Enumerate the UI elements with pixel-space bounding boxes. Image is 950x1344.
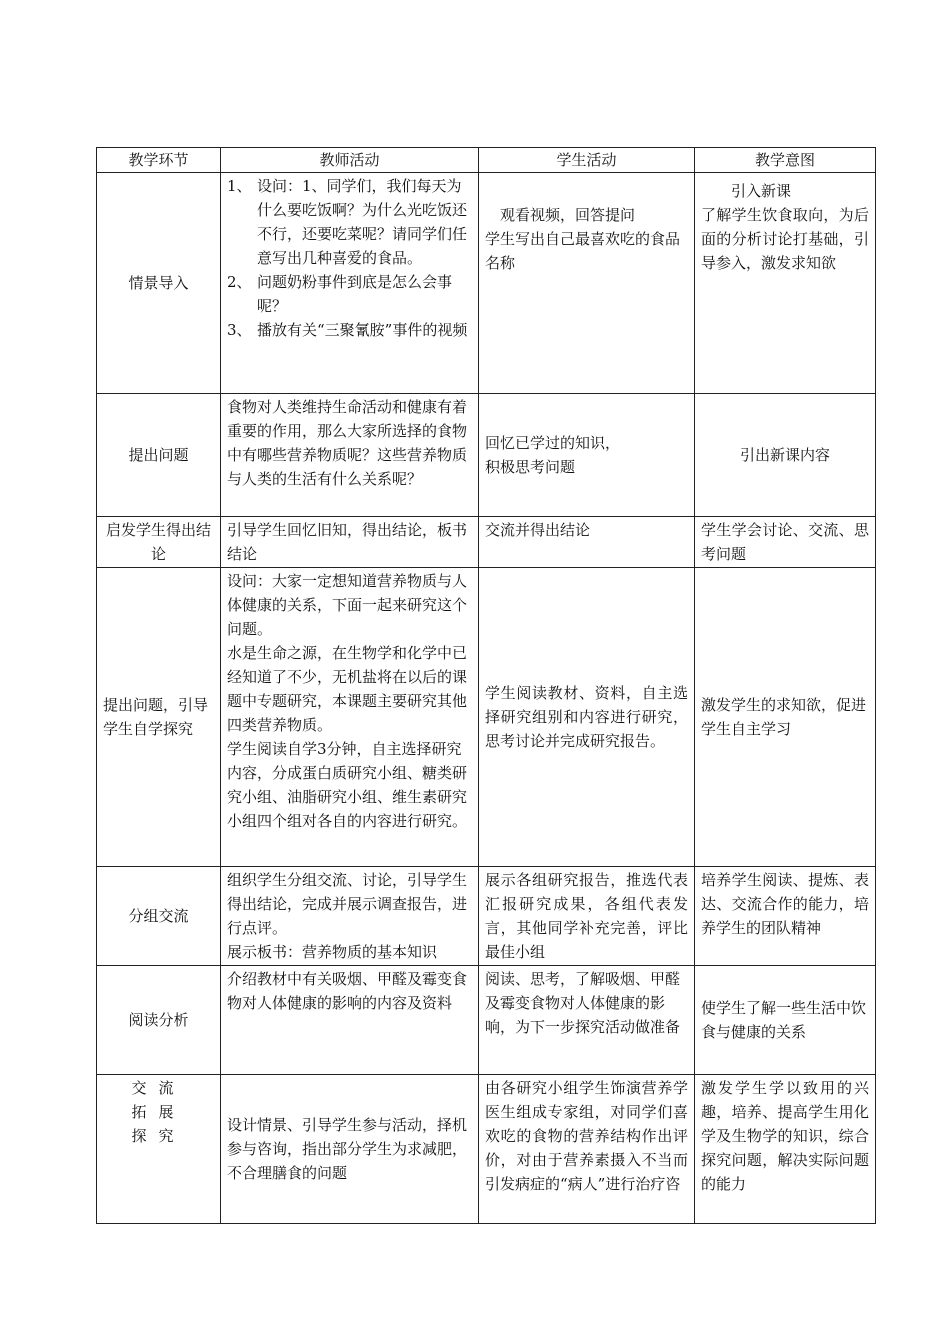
student-text: 积极思考问题 [485, 458, 576, 476]
lesson-plan-table [96, 147, 876, 1224]
intent-cell: 引出新课内容 [695, 394, 876, 517]
student-cell: 阅读、思考，了解吸烟、甲醛及霉变食物对人体健康的影响，为下一步探究活动做准备 [479, 966, 695, 1075]
item-text: 问题奶粉事件到底是怎么会事呢？ [257, 273, 453, 315]
teacher-text: 水是生命之源，在生物学和化学中已经知道了不少，无机盐将在以后的课题中专题研究，本课题主要研究其他四类营养物质。 [227, 644, 468, 734]
teacher-cell [221, 867, 479, 966]
table-row [97, 517, 876, 568]
intent-cell: 激发学生学以致用的兴趣，培养、提高学生用化学及生物学的知识，综合探究问题，解决实际问题的能力 [695, 1075, 876, 1224]
teacher-text: 组织学生分组交流、讨论，引导学生得出结论，完成并展示调查报告，进行点评。 [227, 871, 468, 937]
header-intent: 教学意图 [695, 148, 876, 173]
student-cell: 由各研究小组学生饰演营养学医生组成专家组，对同学们喜欢吃的食物的营养结构作出评价，对由于营养素摄入不当而引发病症的“病人”进行治疗咨 [479, 1075, 695, 1224]
item-text: 设问：1、同学们，我们每天为什么要吃饭啊？为什么光吃饭还不行，还要吃菜呢？请同学们任意写出几种喜爱的食品。 [257, 177, 468, 267]
list-item [227, 318, 472, 342]
student-text: 回忆已学过的知识， [485, 434, 621, 452]
stage-cell [97, 1075, 221, 1224]
student-cell [479, 394, 695, 517]
student-text: 观看视频，回答提问 [500, 206, 636, 224]
stage-cell: 提出问题，引导学生自学探究 [97, 568, 221, 867]
stage-cell: 启发学生得出结论 [97, 517, 221, 568]
table-row [97, 394, 876, 517]
teacher-text: 展示板书：营养物质的基本知识 [227, 943, 438, 961]
stage-cell: 情景导入 [97, 173, 221, 394]
item-text: 播放有关“三聚氰胺”事件的视频 [257, 321, 468, 339]
table-row [97, 966, 876, 1075]
header-stage: 教学环节 [97, 148, 221, 173]
teacher-cell: 设计情景、引导学生参与活动，择机参与咨询，指出部分学生为求减肥，不合理膳食的问题 [221, 1075, 479, 1224]
table-row [97, 173, 876, 394]
item-number: 1、 [227, 177, 252, 195]
header-teacher: 教师活动 [221, 148, 479, 173]
header-row [97, 148, 876, 173]
teacher-cell [221, 173, 479, 394]
item-number: 3、 [227, 321, 252, 339]
stage-cell: 分组交流 [97, 867, 221, 966]
stage-text: 拓展 [131, 1103, 186, 1121]
list-item [227, 174, 472, 270]
teacher-cell [221, 568, 479, 867]
teacher-cell: 引导学生回忆旧知，得出结论，板书结论 [221, 517, 479, 568]
intent-cell: 激发学生的求知欲，促进学生自主学习 [695, 568, 876, 867]
student-cell: 交流并得出结论 [479, 517, 695, 568]
student-cell: 展示各组研究报告，推选代表汇报研究成果，各组代表发言，其他同学补充完善，评比最佳小组 [479, 867, 695, 966]
stage-text: 探究 [131, 1127, 186, 1145]
student-cell [479, 173, 695, 394]
table-row [97, 568, 876, 867]
header-student: 学生活动 [479, 148, 695, 173]
student-text: 学生写出自己最喜欢吃的食品名称 [485, 230, 681, 272]
table-row [97, 1075, 876, 1224]
teacher-cell: 食物对人类维持生命活动和健康有着重要的作用，那么大家所选择的食物中有哪些营养物质呢？这些营养物质与人类的生活有什么关系呢？ [221, 394, 479, 517]
teacher-text: 学生阅读自学3分钟，自主选择研究内容，分成蛋白质研究小组、糖类研究小组、油脂研究小组、维生素研究小组四个组对各自的内容进行研究。 [227, 740, 468, 830]
teacher-text: 设问：大家一定想知道营养物质与人体健康的关系，下面一起来研究这个问题。 [227, 572, 468, 638]
table-row [97, 867, 876, 966]
intent-text: 引入新课 [731, 182, 792, 200]
list-item [227, 270, 472, 318]
stage-cell: 阅读分析 [97, 966, 221, 1075]
intent-cell: 使学生了解一些生活中饮食与健康的关系 [695, 966, 876, 1075]
intent-cell [695, 173, 876, 394]
stage-cell: 提出问题 [97, 394, 221, 517]
intent-cell: 学生学会讨论、交流、思考问题 [695, 517, 876, 568]
stage-text: 交流 [131, 1079, 186, 1097]
intent-text: 了解学生饮食取向，为后面的分析讨论打基础，引导参入，激发求知欲 [701, 206, 869, 272]
item-number: 2、 [227, 273, 252, 291]
intent-cell: 培养学生阅读、提炼、表达、交流合作的能力，培养学生的团队精神 [695, 867, 876, 966]
student-cell: 学生阅读教材、资料，自主选择研究组别和内容进行研究，思考讨论并完成研究报告。 [479, 568, 695, 867]
teacher-cell: 介绍教材中有关吸烟、甲醛及霉变食物对人体健康的影响的内容及资料 [221, 966, 479, 1075]
